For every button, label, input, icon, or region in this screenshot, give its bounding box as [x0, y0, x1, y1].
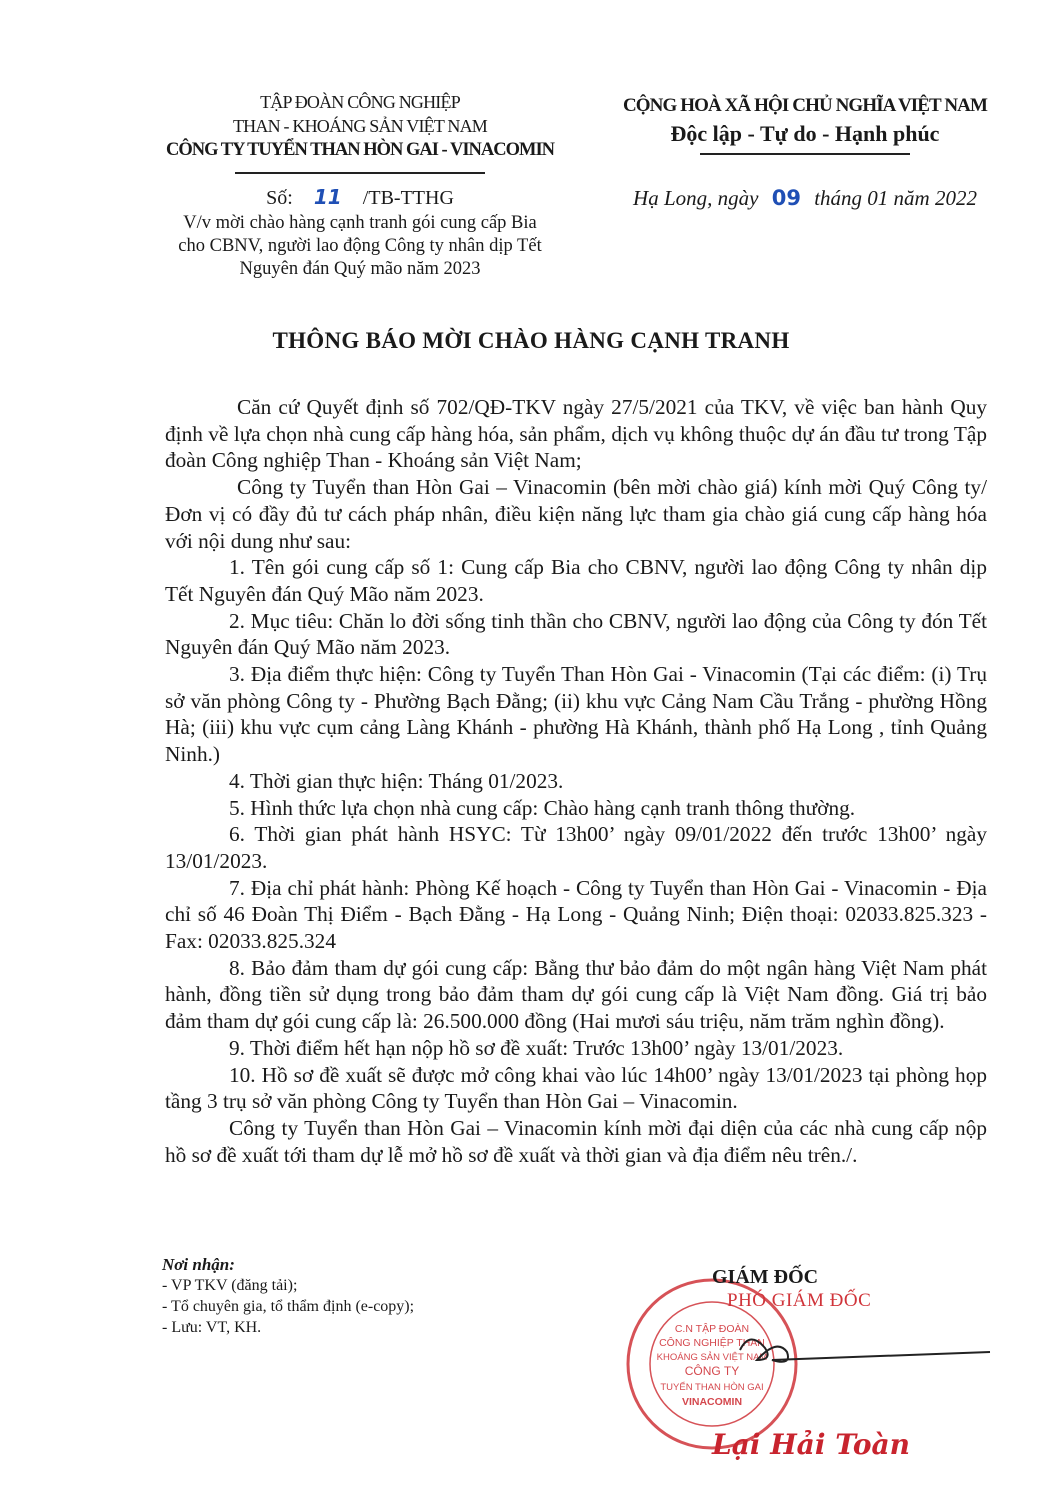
national-header — [600, 95, 1010, 155]
date-line — [600, 186, 1010, 211]
paragraph: 2. Mục tiêu: Chăn lo đời sống tinh thần cho CBNV, người lao động của Công ty đón Tết Nguyên đán Quý Mão năm 2023. — [165, 608, 987, 660]
seal-text: TUYỂN THAN HÒN GAI — [660, 1382, 764, 1393]
paragraph: 10. Hồ sơ đề xuất sẽ được mở công khai vào lúc 14h00’ ngày 13/01/2023 tại phòng họp tầng 3 trụ sở văn phòng Công ty Tuyển than Hòn Gai – Vinacomin. — [165, 1062, 987, 1114]
document-title: THÔNG BÁO MỜI CHÀO HÀNG CẠNH TRANH — [272, 328, 790, 353]
number-handwritten: 11 — [313, 185, 342, 209]
paragraph: 6. Thời gian phát hành HSYC: Từ 13h00’ ngày 09/01/2022 đến trước 13h00’ ngày 13/01/2023. — [165, 822, 987, 873]
subject — [130, 212, 590, 281]
nation-name: CỘNG HOÀ XÃ HỘI CHỦ NGHĨA VIỆT NAM — [622, 95, 988, 116]
paragraph: Công ty Tuyển than Hòn Gai – Vinacomin (bên mời chào giá) kính mời Quý Công ty/ Đơn vị có đầy đủ tư cách pháp nhân, điều kiện năng lực tham gia chào giá cung cấp hàng hóa với nội dung như sau: — [165, 475, 987, 553]
paragraph: Công ty Tuyển than Hòn Gai – Vinacomin kính mời đại diện của các nhà cung cấp nộp hồ sơ đề xuất tới tham dự lễ mở hồ sơ đề xuất và thời gian và địa điểm nêu trên./. — [165, 1115, 987, 1167]
paragraph: 7. Địa chỉ phát hành: Phòng Kế hoạch - Công ty Tuyển than Hòn Gai - Vinacomin - Địa chỉ số 46 Đoàn Thị Điểm - Bạch Đằng - Hạ Long - Quảng Ninh; Điện thoại: 02033.825.323 - Fax: 02033.825.324 — [165, 875, 987, 954]
signature-scribble — [690, 1330, 1020, 1370]
issuer-company: CÔNG TY TUYỂN THAN HÒN GAI - VINACOMIN — [165, 140, 555, 160]
issuer-group: TẬP ĐOÀN CÔNG NGHIỆP — [260, 92, 460, 112]
seal-text: CÔNG TY — [684, 1364, 740, 1378]
seal-text: CÔNG NGHIỆP THAN — [659, 1337, 765, 1349]
number-label: Số: — [266, 187, 293, 209]
subject-line: Nguyên đán Quý mão năm 2023 — [239, 259, 481, 279]
paragraph: Căn cứ Quyết định số 702/QĐ-TKV ngày 27/5/2021 của TKV, về việc ban hành Quy định về lựa chọn nhà cung cấp hàng hóa, sản phẩm, dịch vụ không thuộc dự án đầu tư trong Tập đoàn Công nghiệp Than - Khoáng sản Việt Nam; — [165, 395, 987, 473]
recipient-item: - Tổ chuyên gia, tổ thẩm định (e-copy); — [162, 1298, 415, 1315]
subject-line: cho CBNV, người lao động Công ty nhân dịp Tết — [178, 236, 542, 256]
recipient-item: - VP TKV (đăng tải); — [162, 1277, 298, 1294]
number-suffix: /TB-TTHG — [362, 187, 454, 209]
subject-line: V/v mời chào hàng cạnh tranh gói cung cấp Bia — [183, 213, 537, 233]
paragraph: 9. Thời điểm hết hạn nộp hồ sơ đề xuất: Trước 13h00’ ngày 13/01/2023. — [229, 1035, 844, 1060]
seal-text: KHOÁNG SẢN VIỆT NAM — [656, 1352, 768, 1363]
recipients — [162, 1254, 562, 1338]
date-suffix: tháng 01 năm 2022 — [814, 186, 977, 210]
signer-subtitle: PHÓ GIÁM ĐỐC — [727, 1290, 872, 1311]
seal-text: C.N TẬP ĐOÀN — [674, 1323, 750, 1335]
date-day: 09 — [771, 186, 801, 210]
document-body — [165, 394, 987, 1168]
paragraph: 4. Thời gian thực hiện: Tháng 01/2023. — [229, 768, 564, 793]
recipient-item: - Lưu: VT, KH. — [162, 1319, 262, 1336]
document-number — [130, 185, 590, 210]
signer-name: Lại Hải Toàn — [712, 1428, 910, 1461]
issuer-group-2: THAN - KHOÁNG SẢN VIỆT NAM — [232, 116, 488, 136]
divider — [235, 172, 485, 174]
motto: Độc lập - Tự do - Hạnh phúc — [670, 121, 940, 146]
signer-title: GIÁM ĐỐC — [712, 1266, 819, 1288]
date-prefix: Hạ Long, ngày — [633, 186, 759, 210]
paragraph: 8. Bảo đảm tham dự gói cung cấp: Bằng thư bảo đảm do một ngân hàng Việt Nam phát hành, đồng tiền sử dụng trong bảo đảm tham dự gói cung cấp là Việt Nam đồng. Giá trị bảo đảm tham dự gói cung cấp là: 26.500.000 đồng (Hai mươi sáu triệu, năm trăm nghìn đồng). — [165, 955, 987, 1034]
paragraph: 3. Địa điểm thực hiện: Công ty Tuyển Than Hòn Gai - Vinacomin (Tại các điểm: (i) Trụ sở văn phòng Công ty - Phường Bạch Đằng; (ii) khu vực Cảng Nam Cầu Trắng - phường Hồng Hà; (iii) khu vực cụm cảng Làng Khánh - phường Hà Khánh, thành phố Hạ Long , tỉnh Quảng Ninh.) — [165, 662, 987, 767]
paragraph: 5. Hình thức lựa chọn nhà cung cấp: Chào hàng cạnh tranh thông thường. — [229, 795, 856, 820]
seal-text: VINACOMIN — [681, 1396, 743, 1408]
issuer-header — [130, 90, 590, 174]
divider — [700, 153, 910, 155]
recipients-heading: Nơi nhận: — [162, 1255, 235, 1274]
paragraph: 1. Tên gói cung cấp số 1: Cung cấp Bia cho CBNV, người lao động Công ty nhân dịp Tết Nguyên đán Quý Mão năm 2023. — [165, 555, 987, 606]
